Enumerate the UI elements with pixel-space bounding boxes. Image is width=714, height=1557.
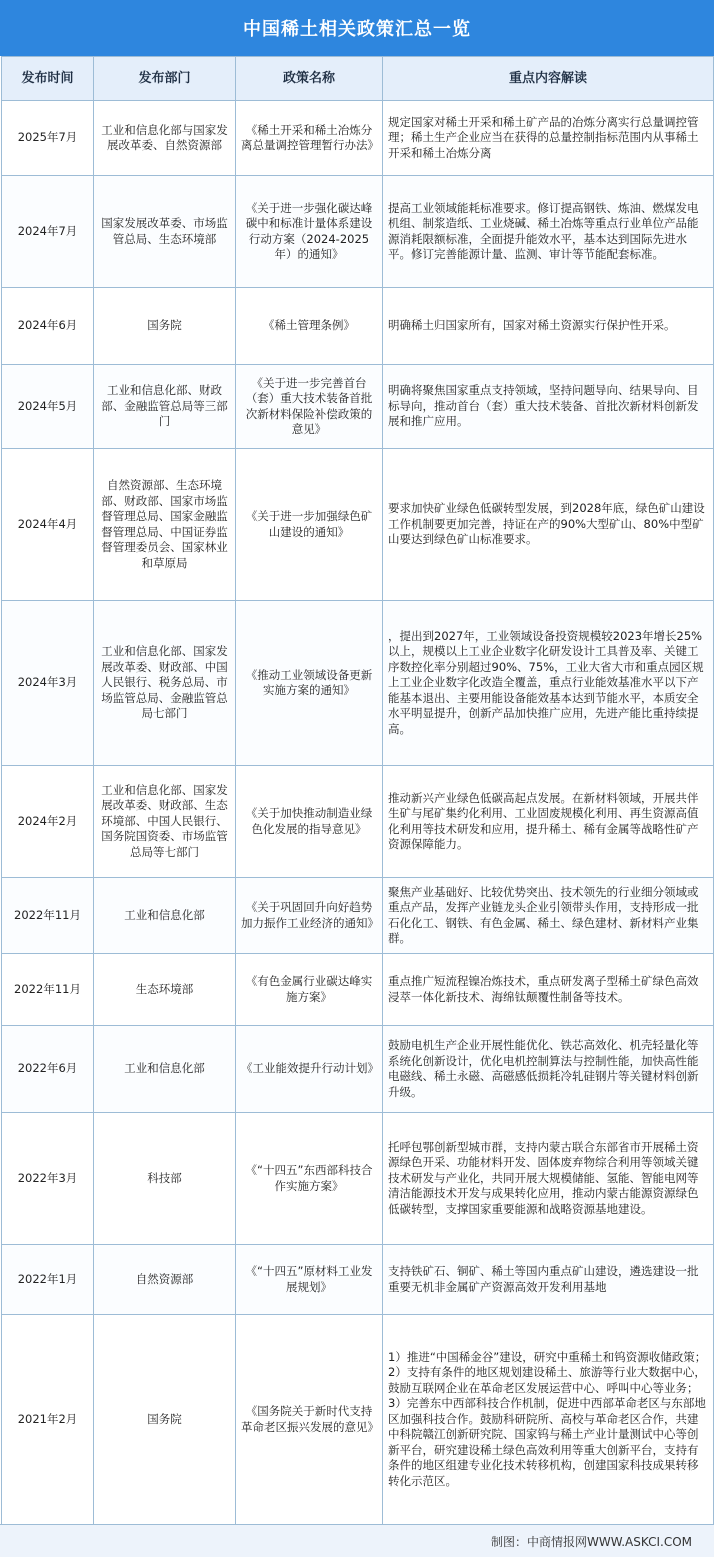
- cell-dept: 工业和信息化部、财政部、金融监管总局等三部门: [94, 365, 236, 449]
- cell-date: 2022年1月: [2, 1245, 94, 1315]
- cell-dept: 工业和信息化部、国家发展改革委、财政部、生态环境部、中国人民银行、国务院国资委、市场监管总局等七部门: [94, 766, 236, 878]
- cell-date: 2024年6月: [2, 288, 94, 365]
- table-row: [2, 766, 714, 878]
- cell-policy-name: 《稀土开采和稀土冶炼分离总量调控管理暂行办法》: [236, 101, 383, 176]
- cell-date: 2022年11月: [2, 954, 94, 1026]
- table-row: [2, 176, 714, 288]
- table-row: [2, 1245, 714, 1315]
- cell-content: ，提出到2027年，工业领域设备投资规模较2023年增长25%以上，规模以上工业企业数字化研发设计工具普及率、关键工序数控化率分别超过90%、75%，工业大省大市和重点园区规上工业企业数字化改造全覆盖，重点行业能效基准水平以下产能基本退出、主要用能设备能效基本达到节能水平，本质安全水平明显提升，创新产品加快推广应用，先进产能比重持续提高。: [383, 601, 714, 766]
- cell-date: 2024年2月: [2, 766, 94, 878]
- table-header-row: [2, 57, 714, 101]
- table-row: [2, 1113, 714, 1245]
- page-title: 中国稀土相关政策汇总一览: [0, 0, 714, 56]
- cell-content: 要求加快矿业绿色低碳转型发展，到2028年底，绿色矿山建设工作机制要更加完善，持证在产的90%大型矿山、80%中型矿山要达到绿色矿山标准要求。: [383, 449, 714, 601]
- cell-date: 2024年7月: [2, 176, 94, 288]
- header-date: 发布时间: [2, 57, 94, 101]
- source-footer: 制图：中商情报网WWW.ASKCI.COM: [0, 1524, 714, 1557]
- cell-content: 明确将聚焦国家重点支持领域，坚持问题导向、结果导向、目标导向，推动首台（套）重大技术装备、首批次新材料创新发展和推广应用。: [383, 365, 714, 449]
- cell-date: 2022年11月: [2, 878, 94, 954]
- table-body: [2, 101, 714, 1525]
- cell-dept: 自然资源部: [94, 1245, 236, 1315]
- cell-policy-name: 《关于加快推动制造业绿色化发展的指导意见》: [236, 766, 383, 878]
- cell-policy-name: 《关于进一步完善首台（套）重大技术装备首批次新材料保险补偿政策的意见》: [236, 365, 383, 449]
- table-row: [2, 101, 714, 176]
- cell-dept: 国家发展改革委、市场监管总局、生态环境部: [94, 176, 236, 288]
- cell-date: 2022年6月: [2, 1026, 94, 1113]
- cell-policy-name: 《工业能效提升行动计划》: [236, 1026, 383, 1113]
- cell-policy-name: 《有色金属行业碳达峰实施方案》: [236, 954, 383, 1026]
- table-row: [2, 449, 714, 601]
- cell-content: 聚焦产业基础好、比较优势突出、技术领先的行业细分领域或重点产品，发挥产业链龙头企业引领带头作用，支持形成一批石化化工、钢铁、有色金属、稀土、绿色建材、新材料产业集群。: [383, 878, 714, 954]
- table-row: [2, 954, 714, 1026]
- cell-dept: 国务院: [94, 1315, 236, 1525]
- table-row: [2, 878, 714, 954]
- header-dept: 发布部门: [94, 57, 236, 101]
- cell-dept: 自然资源部、生态环境部、财政部、国家市场监督管理总局、国家金融监督管理总局、中国证券监督管理委员会、国家林业和草原局: [94, 449, 236, 601]
- cell-dept: 工业和信息化部: [94, 878, 236, 954]
- table-row: [2, 1026, 714, 1113]
- cell-date: 2024年5月: [2, 365, 94, 449]
- cell-policy-name: 《关于巩固回升向好趋势加力振作工业经济的通知》: [236, 878, 383, 954]
- cell-content: 支持铁矿石、铜矿、稀土等国内重点矿山建设，遴选建设一批重要无机非金属矿产资源高效开发利用基地: [383, 1245, 714, 1315]
- cell-date: 2025年7月: [2, 101, 94, 176]
- cell-content: 提高工业领域能耗标准要求。修订提高钢铁、炼油、燃煤发电机组、制浆造纸、工业烧碱、稀土冶炼等重点行业单位产品能源消耗限额标准，全面提升能效水平，基本达到国际先进水平。修订完善能源计量、监测、审计等节能配套标准。: [383, 176, 714, 288]
- cell-content: 明确稀土归国家所有，国家对稀土资源实行保护性开采。: [383, 288, 714, 365]
- table-row: [2, 601, 714, 766]
- cell-date: 2022年3月: [2, 1113, 94, 1245]
- cell-date: 2024年3月: [2, 601, 94, 766]
- cell-date: 2024年4月: [2, 449, 94, 601]
- header-policy-name: 政策名称: [236, 57, 383, 101]
- cell-policy-name: 《关于进一步强化碳达峰碳中和标准计量体系建设行动方案（2024-2025年）的通知》: [236, 176, 383, 288]
- policy-table: [1, 56, 714, 1525]
- cell-dept: 科技部: [94, 1113, 236, 1245]
- cell-date: 2021年2月: [2, 1315, 94, 1525]
- cell-policy-name: 《稀土管理条例》: [236, 288, 383, 365]
- table-row: [2, 365, 714, 449]
- cell-policy-name: 《推动工业领域设备更新实施方案的通知》: [236, 601, 383, 766]
- cell-dept: 工业和信息化部: [94, 1026, 236, 1113]
- cell-policy-name: 《关于进一步加强绿色矿山建设的通知》: [236, 449, 383, 601]
- cell-policy-name: 《“十四五”原材料工业发展规划》: [236, 1245, 383, 1315]
- cell-policy-name: 《“十四五”东西部科技合作实施方案》: [236, 1113, 383, 1245]
- cell-content: 推动新兴产业绿色低碳高起点发展。在新材料领域，开展共伴生矿与尾矿集约化利用、工业固废规模化利用、再生资源高值化利用等技术研发和应用，提升稀土、稀有金属等战略性矿产资源保障能力。: [383, 766, 714, 878]
- cell-dept: 国务院: [94, 288, 236, 365]
- table-row: [2, 1315, 714, 1525]
- cell-policy-name: 《国务院关于新时代支持革命老区振兴发展的意见》: [236, 1315, 383, 1525]
- cell-content: 规定国家对稀土开采和稀土矿产品的冶炼分离实行总量调控管理；稀土生产企业应当在获得的总量控制指标范围内从事稀土开采和稀土冶炼分离: [383, 101, 714, 176]
- table-row: [2, 288, 714, 365]
- cell-content: 托呼包鄂创新型城市群，支持内蒙古联合东部省市开展稀土资源绿色开采、功能材料开发、固体废弃物综合利用等领域关键技术研发与产业化，共同开展大规模储能、氢能、智能电网等清洁能源技术开发与成果转化应用，推动内蒙古能源资源绿色低碳转型，支撑国家重要能源和战略资源基地建设。: [383, 1113, 714, 1245]
- cell-content: 1）推进“中国稀金谷”建设，研究中重稀土和钨资源收储政策；2）支持有条件的地区规划建设稀土、旅游等行业大数据中心，鼓励互联网企业在革命老区发展运营中心、呼叫中心等业务；3）完善东中西部科技合作机制，促进中西部革命老区与东部地区加强科技合作。鼓励科研院所、高校与革命老区合作，共建中科院赣江创新研究院、国家钨与稀土产业计量测试中心等创新平台，研究建设稀土绿色高效利用等重大创新平台，支持有条件的地区组建专业化技术转移机构，创建国家科技成果转移转化示范区。: [383, 1315, 714, 1525]
- cell-dept: 生态环境部: [94, 954, 236, 1026]
- cell-content: 重点推广短流程镍冶炼技术，重点研发离子型稀土矿绿色高效浸萃一体化新技术、海绵钛颠覆性制备等技术。: [383, 954, 714, 1026]
- cell-dept: 工业和信息化部与国家发展改革委、自然资源部: [94, 101, 236, 176]
- header-content: 重点内容解读: [383, 57, 714, 101]
- cell-content: 鼓励电机生产企业开展性能优化、铁芯高效化、机壳轻量化等系统化创新设计，优化电机控制算法与控制性能，加快高性能电磁线、稀土永磁、高磁感低损耗冷轧硅钢片等关键材料创新升级。: [383, 1026, 714, 1113]
- cell-dept: 工业和信息化部、国家发展改革委、财政部、中国人民银行、税务总局、市场监管总局、金融监管总局七部门: [94, 601, 236, 766]
